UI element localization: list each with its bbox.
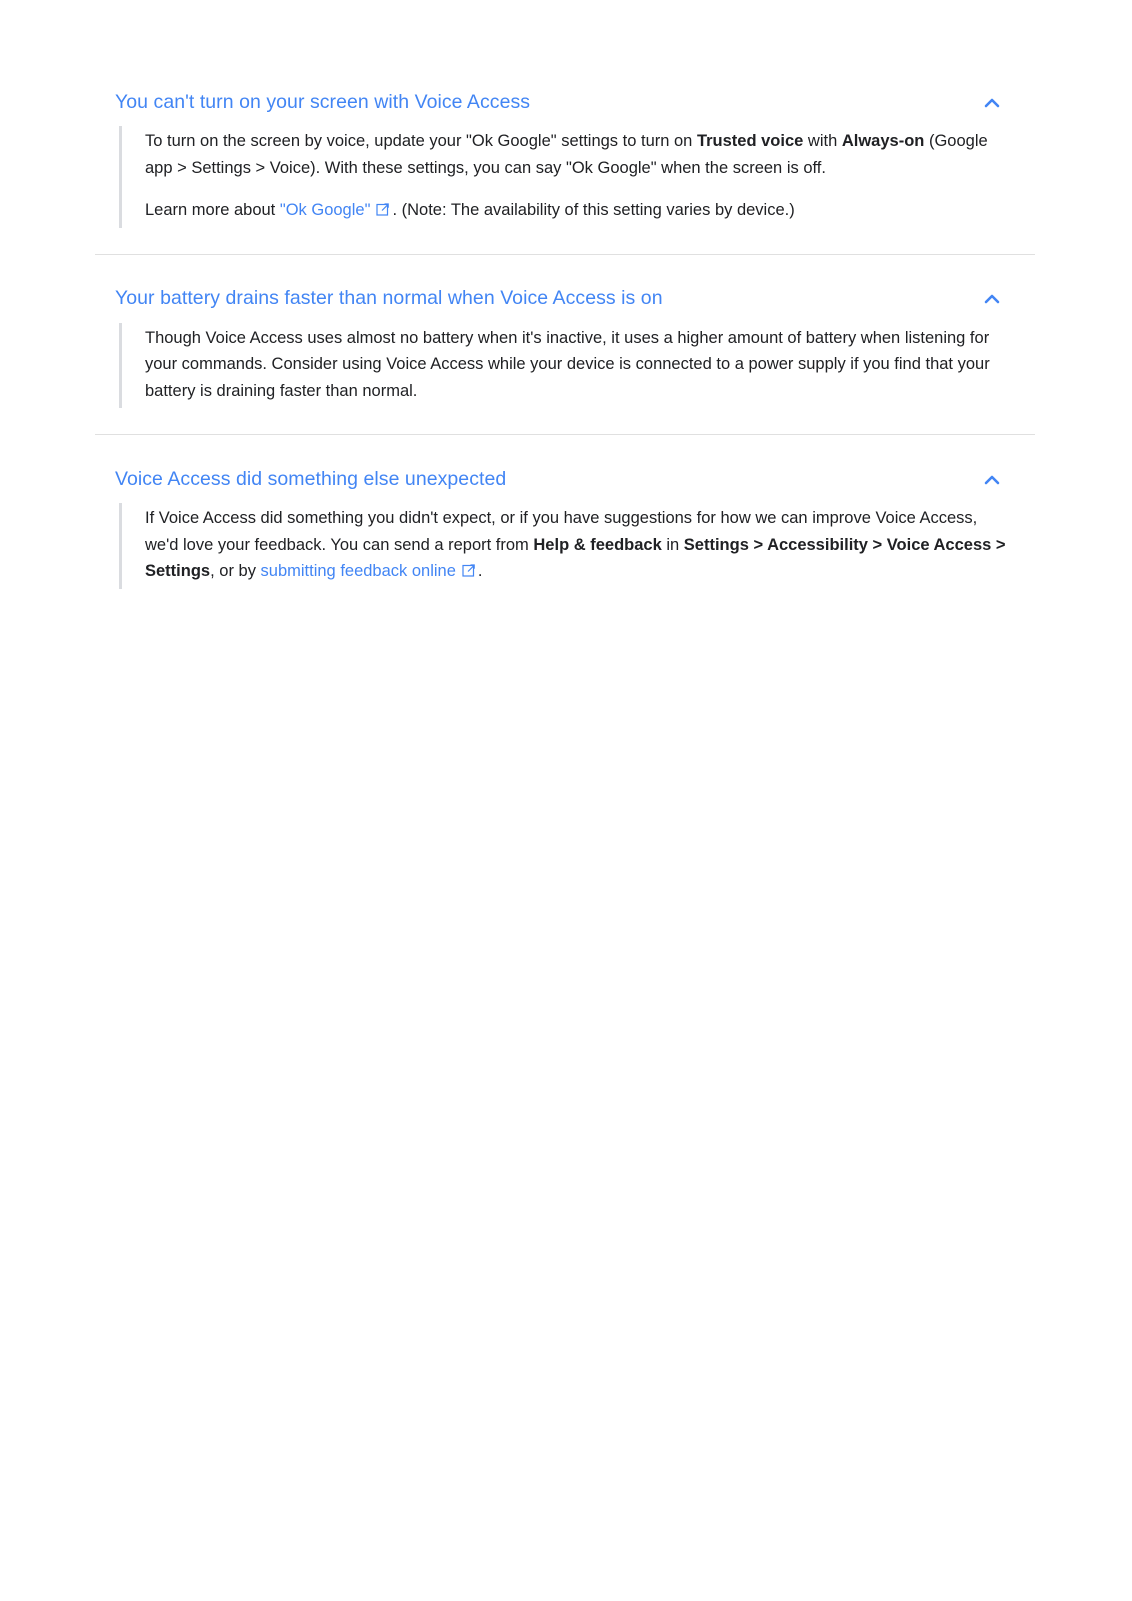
faq-answer: [119, 126, 1015, 228]
faq-header-battery[interactable]: [115, 275, 1015, 323]
text: . (Note: The availability of this setting varies by device.): [392, 201, 795, 219]
text: (Google app > Settings > Voice). With these settings, you can say "Ok Google" when the screen is off.: [145, 132, 988, 177]
settings-path-label: Settings > Accessibility > Voice Access > Settings: [145, 535, 1006, 580]
section-divider: [95, 254, 1035, 255]
faq-title: Voice Access did something else unexpected: [115, 467, 507, 490]
faq-section-screen-on: [95, 78, 1035, 228]
section-divider: [95, 434, 1035, 435]
text: in: [661, 535, 684, 554]
help-feedback-label: Help & feedback: [533, 535, 662, 554]
help-page: [95, 78, 1035, 589]
link-text[interactable]: submitting feedback online: [260, 562, 456, 580]
answer-paragraph: [145, 128, 1015, 181]
text: with: [803, 132, 842, 150]
trusted-voice-label: Trusted voice: [696, 132, 804, 150]
text: To turn on the screen by voice, update your "Ok Google" settings to turn on: [145, 132, 697, 150]
faq-header-screen-on[interactable]: [115, 78, 1015, 126]
chevron-up-icon[interactable]: [981, 91, 1003, 113]
text: Learn more about: [145, 201, 280, 219]
faq-answer: [119, 323, 1015, 409]
ok-google-link[interactable]: [280, 201, 393, 219]
answer-paragraph: [145, 197, 1015, 224]
faq-answer: [119, 503, 1015, 589]
faq-section-battery: [95, 275, 1035, 409]
text: If Voice Access did something you didn't expect, or if you have suggestions for how we can improve Voice Access, we'd love your feedback. You can send a report from: [145, 509, 978, 554]
text: .: [477, 562, 483, 580]
answer-paragraph: Though Voice Access uses almost no battery when it's inactive, it uses a higher amount of battery when listening for your commands. Consider using Voice Access while your device is connected to a power supply if you find that your battery is draining faster than normal.: [145, 328, 990, 400]
external-link-icon: [376, 203, 389, 216]
text: , or by: [210, 562, 261, 580]
always-on-label: Always-on: [841, 132, 925, 150]
faq-header-unexpected[interactable]: [115, 455, 1015, 503]
chevron-up-icon[interactable]: [981, 468, 1003, 490]
faq-title: You can't turn on your screen with Voice Access: [115, 90, 531, 113]
submit-feedback-link[interactable]: [261, 562, 478, 580]
faq-title: Your battery drains faster than normal when Voice Access is on: [115, 287, 663, 309]
faq-section-unexpected: [95, 455, 1035, 589]
chevron-up-icon[interactable]: [981, 288, 1003, 310]
link-text[interactable]: "Ok Google": [279, 201, 371, 219]
answer-paragraph: [145, 505, 1015, 585]
external-link-icon: [462, 564, 475, 577]
